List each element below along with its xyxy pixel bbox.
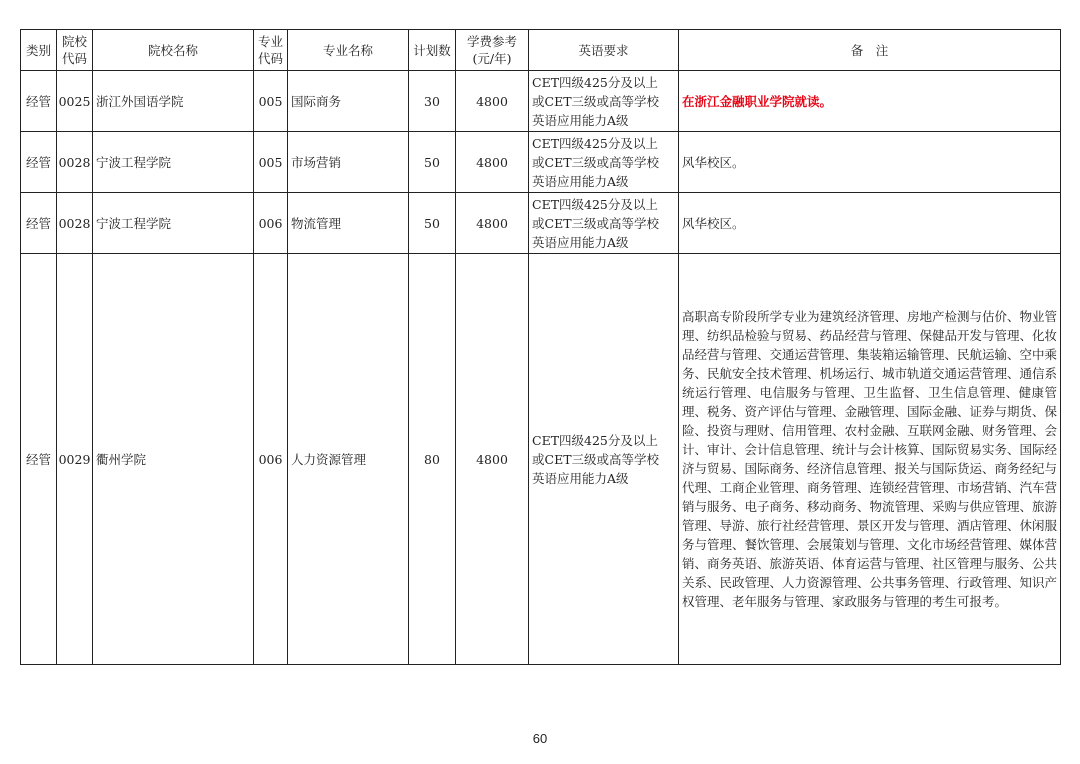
cell-school-name: 衢州学院 <box>93 254 254 665</box>
cell-category: 经管 <box>21 254 57 665</box>
table-header-row <box>21 30 1061 71</box>
cell-school-code: 0028 <box>57 132 93 193</box>
cell-remark: 高职高专阶段所学专业为建筑经济管理、房地产检测与估价、物业管理、纺织品检验与贸易、药品经营与管理、保健品开发与管理、化妆品经营与管理、交通运营管理、集装箱运输管理、民航运输、空中乘务、民航安全技术管理、机场运行、城市轨道交通运营管理、通信系统运行管理、电信服务与管理、卫生监督、卫生信息管理、健康管理、税务、资产评估与管理、金融管理、国际金融、证券与期货、保险、投资与理财、信用管理、农村金融、互联网金融、财务管理、会计、审计、会计信息管理、统计与会计核算、国际贸易实务、国际经济与贸易、国际商务、经济信息管理、报关与国际货运、商务经纪与代理、工商企业管理、商务管理、连锁经营管理、市场营销、汽车营销与服务、电子商务、移动商务、物流管理、采购与供应管理、旅游管理、导游、旅行社经营管理、景区开发与管理、酒店管理、休闲服务与管理、餐饮管理、会展策划与管理、文化市场经营管理、媒体营销、商务英语、旅游英语、体育运营与管理、社区管理与服务、公共关系、民政管理、人力资源管理、公共事务管理、行政管理、知识产权管理、老年服务与管理、家政服务与管理的考生可报考。 <box>679 254 1061 665</box>
header-major-name: 专业名称 <box>288 30 409 71</box>
header-tuition-line2: (元/年) <box>472 51 512 66</box>
table-row <box>21 254 1061 665</box>
table-row <box>21 132 1061 193</box>
header-school-code <box>57 30 93 71</box>
table-row <box>21 71 1061 132</box>
cell-remark: 风华校区。 <box>679 132 1061 193</box>
cell-school-code: 0025 <box>57 71 93 132</box>
cell-remark: 风华校区。 <box>679 193 1061 254</box>
english-req-line: CET四级425分及以上 <box>532 74 658 90</box>
cell-english-req <box>529 193 679 254</box>
cell-school-code: 0029 <box>57 254 93 665</box>
english-req-line: 或CET三级或高等学校 <box>532 451 660 467</box>
cell-school-name: 宁波工程学院 <box>93 193 254 254</box>
cell-tuition: 4800 <box>456 132 529 193</box>
cell-major-name: 物流管理 <box>288 193 409 254</box>
english-req-line: 英语应用能力A级 <box>532 112 629 128</box>
cell-major-code: 006 <box>254 254 288 665</box>
header-remarks: 备 注 <box>679 30 1061 71</box>
cell-tuition: 4800 <box>456 254 529 665</box>
cell-plan: 50 <box>409 193 456 254</box>
cell-major-code: 005 <box>254 132 288 193</box>
header-plan-count: 计划数 <box>409 30 456 71</box>
english-req-line: 或CET三级或高等学校 <box>532 93 660 109</box>
cell-major-code: 006 <box>254 193 288 254</box>
cell-english-req <box>529 132 679 193</box>
header-major-code <box>254 30 288 71</box>
cell-category: 经管 <box>21 132 57 193</box>
cell-plan: 30 <box>409 71 456 132</box>
cell-major-name: 市场营销 <box>288 132 409 193</box>
cell-remark: 在浙江金融职业学院就读。 <box>679 71 1061 132</box>
cell-plan: 80 <box>409 254 456 665</box>
english-req-line: CET四级425分及以上 <box>532 432 658 448</box>
header-major-code-line1: 专业 <box>257 34 283 49</box>
header-tuition <box>456 30 529 71</box>
header-major-code-line2: 代码 <box>257 51 283 66</box>
header-school-name: 院校名称 <box>93 30 254 71</box>
page-number: 60 <box>532 731 548 746</box>
english-req-line: 或CET三级或高等学校 <box>532 154 660 170</box>
header-school-code-line2: 代码 <box>61 51 87 66</box>
cell-tuition: 4800 <box>456 193 529 254</box>
header-school-code-line1: 院校 <box>61 34 87 49</box>
cell-english-req <box>529 254 679 665</box>
cell-school-name: 宁波工程学院 <box>93 132 254 193</box>
admissions-table <box>20 29 1061 665</box>
cell-english-req <box>529 71 679 132</box>
cell-school-code: 0028 <box>57 193 93 254</box>
cell-school-name: 浙江外国语学院 <box>93 71 254 132</box>
cell-category: 经管 <box>21 71 57 132</box>
english-req-line: 或CET三级或高等学校 <box>532 215 660 231</box>
english-req-line: CET四级425分及以上 <box>532 196 658 212</box>
table-row <box>21 193 1061 254</box>
cell-tuition: 4800 <box>456 71 529 132</box>
cell-plan: 50 <box>409 132 456 193</box>
cell-major-code: 005 <box>254 71 288 132</box>
cell-major-name: 人力资源管理 <box>288 254 409 665</box>
cell-major-name: 国际商务 <box>288 71 409 132</box>
english-req-line: 英语应用能力A级 <box>532 470 629 486</box>
english-req-line: 英语应用能力A级 <box>532 173 629 189</box>
header-tuition-line1: 学费参考 <box>466 34 517 49</box>
header-english-req: 英语要求 <box>529 30 679 71</box>
english-req-line: CET四级425分及以上 <box>532 135 658 151</box>
english-req-line: 英语应用能力A级 <box>532 234 629 250</box>
header-category: 类别 <box>21 30 57 71</box>
cell-category: 经管 <box>21 193 57 254</box>
